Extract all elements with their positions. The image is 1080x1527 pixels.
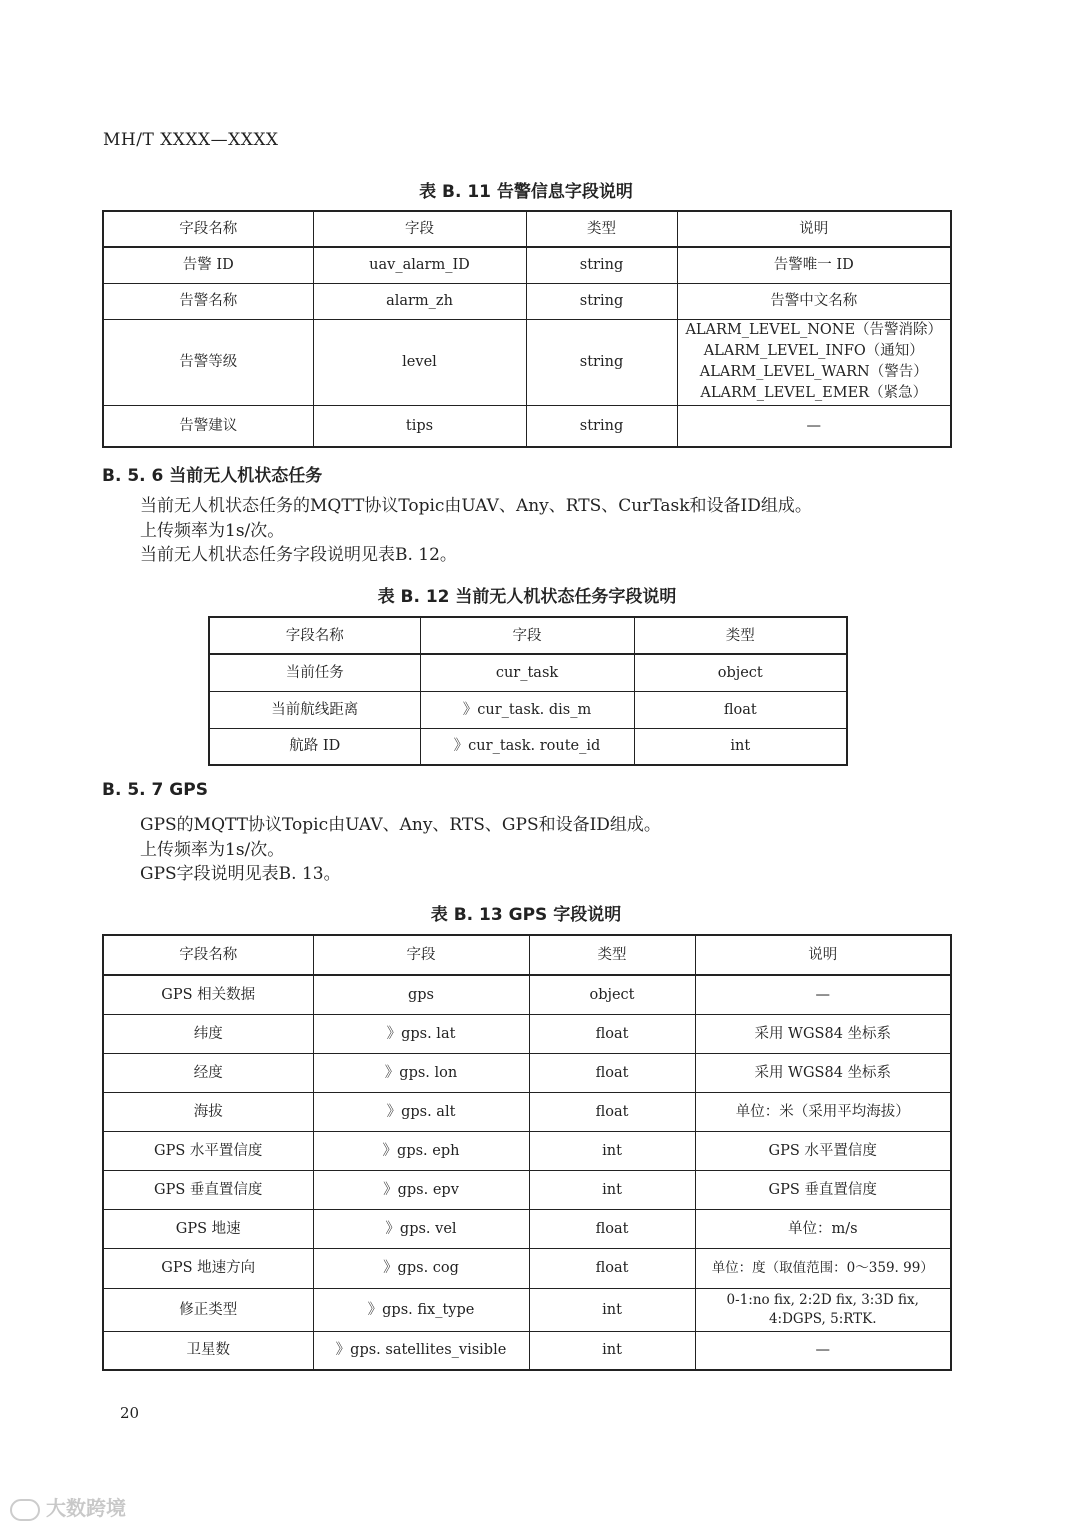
section-b57-body (140, 813, 661, 887)
table-cell: 》gps. satellites_visible (313, 1331, 529, 1370)
table-row (103, 1053, 951, 1092)
table-cell: 》gps. lon (313, 1053, 529, 1092)
page-number: 20 (120, 1404, 140, 1422)
table-cell: cur_task (420, 654, 634, 691)
table-row (209, 654, 847, 691)
table-b12-caption: 表 B. 12 当前无人机状态任务字段说明 (377, 587, 677, 607)
paragraph: 当前无人机状态任务字段说明见表B. 12。 (140, 545, 457, 565)
table-cell: 告警中文名称 (677, 283, 951, 319)
cell-line: 0-1:no fix, 2:2D fix, 3:3D fix, (726, 1291, 919, 1308)
table-cell: 告警唯一 ID (677, 247, 951, 283)
table-cell: string (526, 247, 677, 283)
table-cell: level (313, 319, 526, 405)
table-cell: 航路 ID (209, 728, 420, 765)
table-cell: 》gps. fix_type (313, 1288, 529, 1331)
table-cell: float (529, 1209, 695, 1248)
table-row (103, 283, 951, 319)
table-row (103, 1092, 951, 1131)
table-cell: string (526, 319, 677, 405)
paragraph: 上传频率为1s/次。 (140, 839, 285, 860)
table-cell: 》gps. cog (313, 1248, 529, 1288)
table-cell: 单位：米（采用平均海拔） (695, 1092, 951, 1131)
table-cell: float (529, 1092, 695, 1131)
table-cell: alarm_zh (313, 283, 526, 319)
section-b56-body (140, 494, 812, 568)
table-row (103, 1131, 951, 1170)
table-cell: 》gps. epv (313, 1170, 529, 1209)
table-cell: uav_alarm_ID (313, 247, 526, 283)
table-cell: 告警建议 (103, 405, 313, 447)
column-header: 类型 (529, 935, 695, 975)
table-b11 (102, 210, 952, 448)
table-cell: 采用 WGS84 坐标系 (695, 1014, 951, 1053)
table-cell: 海拔 (103, 1092, 313, 1131)
table-cell: 单位：m/s (695, 1209, 951, 1248)
table-b13 (102, 934, 952, 1371)
table-header-row (209, 617, 847, 654)
cell-line: 4:DGPS, 5:RTK. (768, 1310, 877, 1327)
section-b56-title: B. 5. 6 当前无人机状态任务 (102, 466, 323, 486)
table-cell: float (634, 691, 847, 728)
paragraph: 当前无人机状态任务的MQTT协议Topic由UAV、Any、RTS、CurTask和设备ID组成。 (140, 496, 812, 516)
table-cell: GPS 水平置信度 (103, 1131, 313, 1170)
table-header-row (103, 935, 951, 975)
table-cell: 修正类型 (103, 1288, 313, 1331)
table-cell: GPS 垂直置信度 (695, 1170, 951, 1209)
table-cell: 》cur_task. dis_m (420, 691, 634, 728)
table-cell-multiline (695, 1288, 951, 1331)
table-b12 (208, 616, 848, 766)
paragraph: 上传频率为1s/次。 (140, 520, 285, 541)
table-cell-multiline (677, 319, 951, 405)
table-row (103, 1170, 951, 1209)
table-cell: object (634, 654, 847, 691)
table-cell: 当前任务 (209, 654, 420, 691)
table-b13-caption: 表 B. 13 GPS 字段说明 (430, 905, 622, 925)
table-row (103, 1288, 951, 1331)
table-cell: tips (313, 405, 526, 447)
table-cell: 采用 WGS84 坐标系 (695, 1053, 951, 1092)
watermark-text: 大数跨境 (46, 1496, 126, 1520)
table-cell: GPS 地速方向 (103, 1248, 313, 1288)
table-row (103, 1209, 951, 1248)
table-cell: string (526, 283, 677, 319)
column-header: 字段名称 (209, 617, 420, 654)
column-header: 说明 (695, 935, 951, 975)
table-cell: 告警名称 (103, 283, 313, 319)
table-cell: 经度 (103, 1053, 313, 1092)
column-header: 字段 (313, 935, 529, 975)
watermark (10, 1492, 126, 1521)
table-cell: string (526, 405, 677, 447)
table-header-row (103, 211, 951, 247)
cell-line: ALARM_LEVEL_WARN（警告） (699, 364, 928, 380)
column-header: 类型 (526, 211, 677, 247)
table-b11-caption: 表 B. 11 告警信息字段说明 (419, 182, 633, 202)
table-cell: GPS 相关数据 (103, 975, 313, 1014)
table-cell: float (529, 1053, 695, 1092)
cell-line: ALARM_LEVEL_NONE（告警消除） (685, 322, 943, 338)
table-cell: gps (313, 975, 529, 1014)
table-cell: — (695, 1331, 951, 1370)
table-cell: 》gps. eph (313, 1131, 529, 1170)
table-cell: 告警 ID (103, 247, 313, 283)
table-cell: 》gps. alt (313, 1092, 529, 1131)
table-cell: 》gps. vel (313, 1209, 529, 1248)
table-cell: 告警等级 (103, 319, 313, 405)
table-row (103, 319, 951, 405)
section-b57-title: B. 5. 7 GPS (102, 780, 208, 800)
column-header: 字段名称 (103, 211, 313, 247)
cell-line: ALARM_LEVEL_EMER（紧急） (700, 385, 928, 401)
table-cell: float (529, 1248, 695, 1288)
table-cell: — (677, 405, 951, 447)
table-row (209, 728, 847, 765)
table-cell: 单位：度（取值范围：0～359. 99） (695, 1248, 951, 1288)
column-header: 字段 (313, 211, 526, 247)
table-cell: 纬度 (103, 1014, 313, 1053)
table-cell: int (634, 728, 847, 765)
table-cell: 》cur_task. route_id (420, 728, 634, 765)
table-row (103, 1248, 951, 1288)
table-cell: 》gps. lat (313, 1014, 529, 1053)
table-cell: int (529, 1170, 695, 1209)
table-row (103, 1331, 951, 1370)
table-row (103, 1014, 951, 1053)
column-header: 类型 (634, 617, 847, 654)
table-cell: int (529, 1131, 695, 1170)
table-row (103, 405, 951, 447)
cell-line: ALARM_LEVEL_INFO（通知） (703, 343, 924, 359)
table-cell: 卫星数 (103, 1331, 313, 1370)
table-row (209, 691, 847, 728)
paragraph: GPS的MQTT协议Topic由UAV、Any、RTS、GPS和设备ID组成。 (140, 815, 661, 835)
table-cell: int (529, 1331, 695, 1370)
table-cell: GPS 地速 (103, 1209, 313, 1248)
watermark-logo-icon (10, 1499, 40, 1521)
paragraph: GPS字段说明见表B. 13。 (140, 864, 341, 884)
table-cell: int (529, 1288, 695, 1331)
table-cell: — (695, 975, 951, 1014)
column-header: 字段名称 (103, 935, 313, 975)
table-cell: 当前航线距离 (209, 691, 420, 728)
table-cell: float (529, 1014, 695, 1053)
table-cell: GPS 垂直置信度 (103, 1170, 313, 1209)
table-cell: GPS 水平置信度 (695, 1131, 951, 1170)
column-header: 字段 (420, 617, 634, 654)
table-cell: object (529, 975, 695, 1014)
document-header: MH/T XXXX—XXXX (103, 130, 279, 150)
table-row (103, 975, 951, 1014)
table-row (103, 247, 951, 283)
column-header: 说明 (677, 211, 951, 247)
